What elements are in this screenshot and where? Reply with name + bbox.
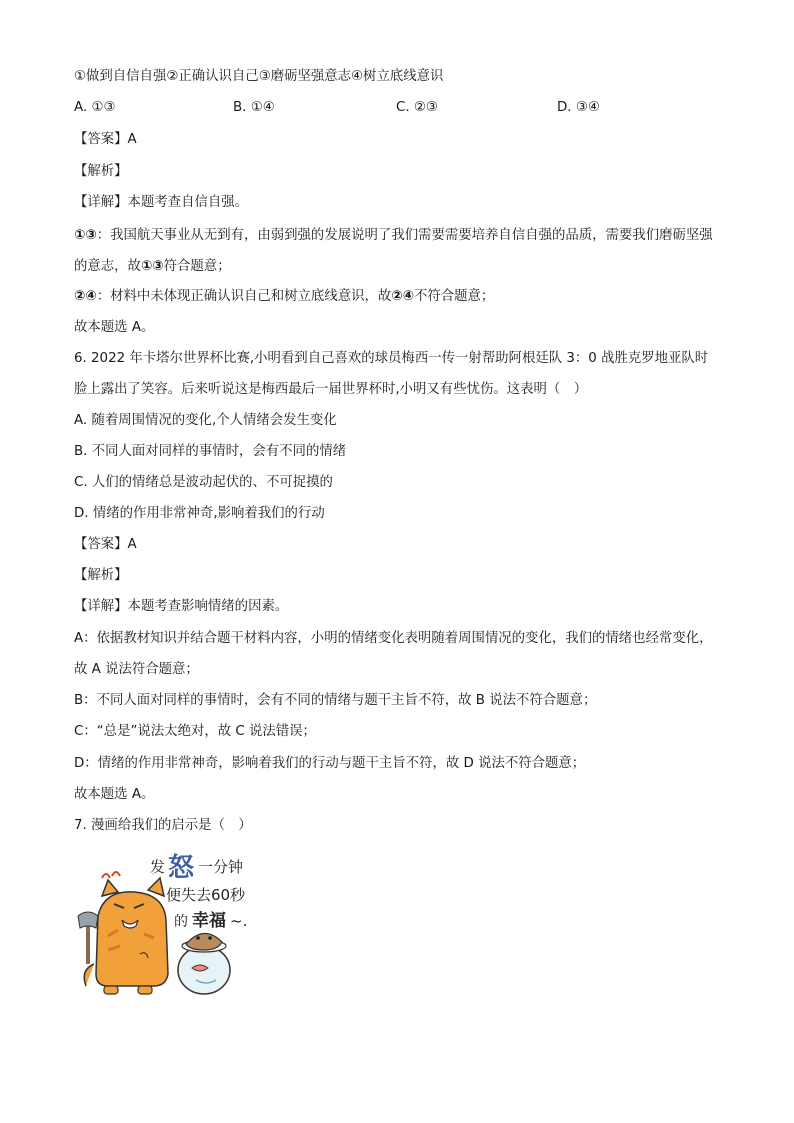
cartoon-caption-4: 的 [174, 914, 188, 930]
q6-option-c: C. 人们的情绪总是波动起伏的、不可捉摸的 [74, 475, 333, 490]
q5-point-13-tag: ①③ [74, 228, 97, 243]
q6-explain-d: D：情绪的作用非常神奇，影响着我们的行动与题干主旨不符，故 D 说法不符合题意； [74, 756, 586, 771]
q6-explain-c: C：“总是”说法太绝对，故 C 说法错误； [74, 724, 316, 739]
q7-stem: 7. 漫画给我们的启示是（ ） [74, 818, 252, 833]
q6-analysis-label: 【解析】 [74, 568, 128, 583]
q5-point-24-tag2: ②④ [391, 289, 414, 304]
q5-point-13-text: ：我国航天事业从无到有，由弱到强的发展说明了我们需要需要培养自信自强的品质，需要我们磨砺坚强的意志，故 [74, 228, 713, 274]
q5-point-24-end: 不符合题意； [413, 289, 495, 304]
q5-option-b: B. ①④ [233, 100, 275, 115]
cartoon-caption-6: ~. [230, 912, 248, 930]
q5-point-24 [74, 288, 494, 306]
q5-answer: 【答案】A [74, 132, 137, 147]
q6-conclusion: 故本题选 A。 [74, 787, 155, 802]
cartoon-caption-2: 一分钟 [198, 858, 244, 876]
q5-analysis-label: 【解析】 [74, 164, 128, 179]
q5-point-24-text: ：材料中未体现正确认识自己和树立底线意识，故 [96, 289, 392, 304]
q6-option-d: D. 情绪的作用非常神奇,影响着我们的行动 [74, 506, 325, 521]
anger-mark-icon [102, 872, 120, 878]
q5-point-24-tag: ②④ [74, 289, 97, 304]
q6-explain-b: B：不同人面对同样的事情时，会有不同的情绪与题干主旨不符，故 B 说法不符合题意； [74, 693, 597, 708]
q5-point-13-end: 符合题意； [163, 259, 231, 274]
cartoon-angry-cat-illustration [74, 846, 256, 1006]
q6-option-b: B. 不同人面对同样的事情时，会有不同的情绪 [74, 444, 347, 459]
q5-conclusion: 故本题选 A。 [74, 320, 155, 335]
cartoon-caption-3: 便失去60秒 [166, 886, 246, 904]
hamster-in-bowl-icon [178, 933, 230, 994]
q5-option-d: D. ③④ [557, 100, 600, 115]
cartoon-caption-1: 发 [150, 858, 166, 876]
q6-detail: 【详解】本题考查影响情绪的因素。 [74, 599, 289, 614]
q6-explain-a: A：依据教材知识并结合题干材料内容，小明的情绪变化表明随着周围情况的变化，我们的情绪也经常变化，故 A 说法符合题意； [74, 631, 713, 677]
q5-statements: ①做到自信自强②正确认识自己③磨砺坚强意志④树立底线意识 [74, 69, 444, 84]
q5-detail: 【详解】本题考查自信自强。 [74, 195, 249, 210]
angry-cat-icon [84, 878, 168, 994]
cartoon-caption-5: 幸福 [192, 911, 226, 931]
q5-point-13-tag2: ①③ [140, 259, 164, 274]
q5-option-a: A. ①③ [74, 100, 116, 115]
q5-option-c: C. ②③ [396, 100, 438, 115]
q6-stem-line-1: 6. 2022 年卡塔尔世界杯比赛,小明看到自己喜欢的球员梅西一传一射帮助阿根廷队 3：0 战胜克罗地亚队时 [74, 351, 709, 366]
q5-point-13 [74, 220, 724, 282]
cartoon-caption-big: 怒 [168, 853, 195, 883]
q6-answer: 【答案】A [74, 537, 137, 552]
axe-icon [78, 912, 98, 964]
q6-stem-line-2: 脸上露出了笑容。后来听说这是梅西最后一届世界杯时,小明又有些忧伤。这表明（ ） [74, 382, 588, 397]
q6-option-a: A. 随着周围情况的变化,个人情绪会发生变化 [74, 413, 337, 428]
